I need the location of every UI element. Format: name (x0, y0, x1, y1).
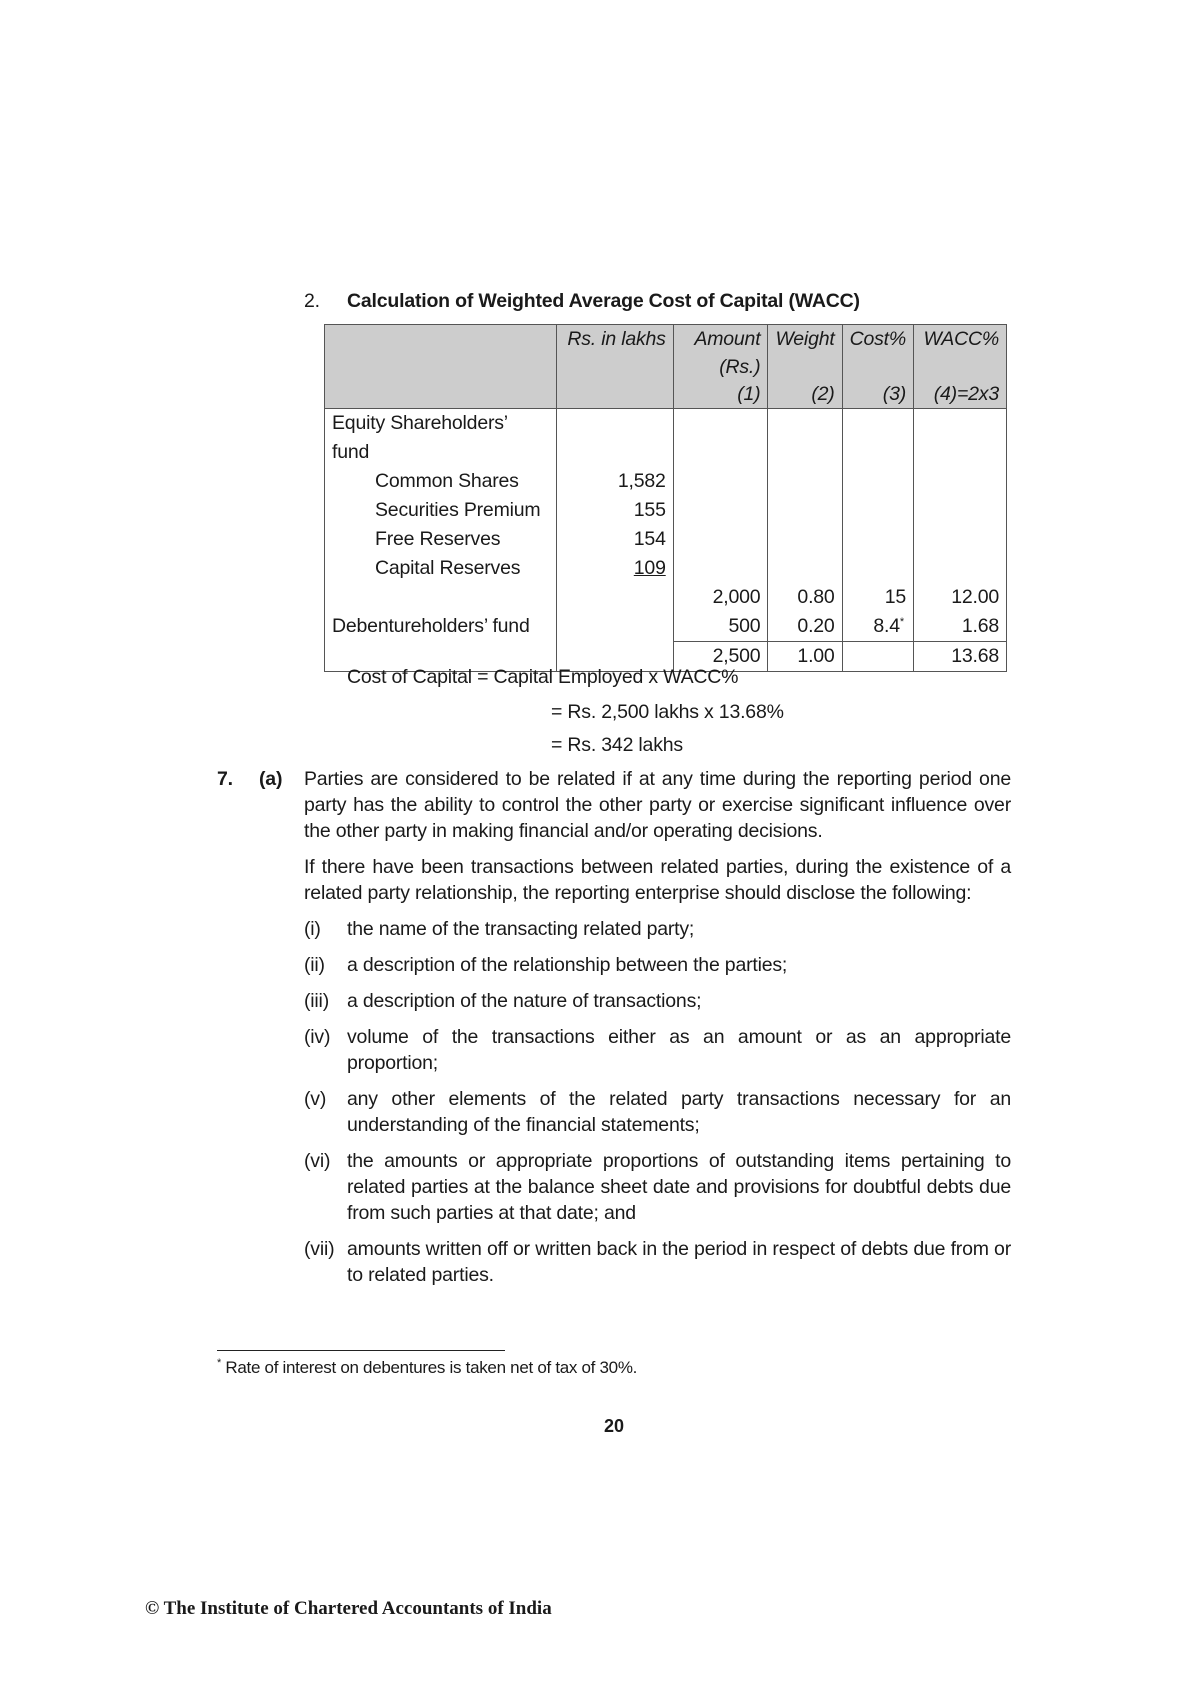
header-cost: Cost% (842, 325, 913, 355)
row-value (556, 554, 673, 583)
row-value-underlined: 109 (633, 557, 666, 579)
list-item-number: (iv) (304, 1026, 331, 1048)
table-header-row-3 (325, 380, 1007, 409)
equity-cost: 15 (842, 583, 913, 612)
equity-wacc: 12.00 (914, 583, 1007, 612)
footnote (217, 1357, 637, 1379)
row-value: 1,582 (556, 467, 673, 496)
list-item: amounts written off or written back in the period in respect of debts due from or to related parties. (347, 1238, 1011, 1286)
row-label: Capital Reserves (325, 554, 557, 583)
row-label: Common Shares (325, 467, 557, 496)
list-item-number: (vii) (304, 1238, 335, 1260)
list-item: any other elements of the related party transactions necessary for an understanding of the financial statements; (347, 1088, 1011, 1136)
header-col4: (4)=2x3 (914, 380, 1007, 409)
equity-weight: 0.80 (768, 583, 842, 612)
debenture-cost (842, 612, 913, 642)
header-col2: (2) (768, 380, 842, 409)
wacc-table (324, 324, 1007, 672)
debenture-cost-value: 8.4 (873, 615, 900, 637)
footnote-mark: * (217, 1357, 221, 1369)
equity-label: Equity Shareholders’ fund (325, 409, 557, 468)
list-item: the name of the transacting related party; (347, 918, 695, 940)
debenture-weight: 0.20 (768, 612, 842, 642)
header-amount: Amount (673, 325, 768, 355)
list-item: volume of the transactions either as an amount or as an appropriate proportion; (347, 1026, 1011, 1074)
debenture-label: Debentureholders’ fund (325, 612, 557, 642)
calc-line-1: Cost of Capital = Capital Employed x WACC% (347, 666, 739, 688)
calc-line-2: = Rs. 2,500 lakhs x 13.68% (551, 701, 784, 723)
table-header-row-2 (325, 354, 1007, 380)
list-item-number: (v) (304, 1088, 327, 1110)
table-row (325, 612, 1007, 642)
table-row (325, 554, 1007, 583)
list-item: a description of the relationship between the parties; (347, 954, 788, 976)
page-number: 20 (603, 1416, 625, 1436)
header-weight: Weight (768, 325, 842, 355)
footnote-rule (217, 1350, 505, 1351)
list-item-number: (i) (304, 918, 321, 940)
question-part: (a) (259, 768, 283, 790)
total-weight: 1.00 (768, 642, 842, 672)
header-col1: (1) (673, 380, 768, 409)
list-item-number: (iii) (304, 990, 329, 1012)
row-value: 155 (556, 496, 673, 525)
header-amount-unit: (Rs.) (673, 354, 768, 380)
section-number: 2. (304, 290, 320, 312)
q7-paragraph-2: If there have been transactions between related parties, during the existence of a related party relationship, the reporting enterprise should disclose the following: (304, 856, 1011, 904)
row-label: Securities Premium (325, 496, 557, 525)
total-amount: 2,500 (673, 642, 768, 672)
header-wacc: WACC% (914, 325, 1007, 355)
header-col3: (3) (842, 380, 913, 409)
table-header-row (325, 325, 1007, 355)
copyright: © The Institute of Chartered Accountants of India (145, 1598, 552, 1619)
table-row (325, 496, 1007, 525)
footnote-marker: * (899, 616, 905, 628)
debenture-wacc: 1.68 (914, 612, 1007, 642)
list-item-number: (vi) (304, 1150, 331, 1172)
table-row (325, 409, 1007, 468)
section-title: Calculation of Weighted Average Cost of Capital (WACC) (347, 290, 860, 312)
list-item: the amounts or appropriate proportions of outstanding items pertaining to related parties at the balance sheet date and provisions for doubtful debts due from such parties at that date; and (347, 1150, 1011, 1224)
header-blank (325, 325, 557, 355)
list-item-number: (ii) (304, 954, 325, 976)
list-item: a description of the nature of transactions; (347, 990, 702, 1012)
footnote-text: Rate of interest on debentures is taken net of tax of 30%. (225, 1358, 638, 1377)
row-value: 154 (556, 525, 673, 554)
q7-paragraph-1: Parties are considered to be related if at any time during the reporting period one party has the ability to control the other party or exercise significant influence over the other party in making financial and/or operating decisions. (304, 768, 1011, 842)
question-number: 7. (217, 768, 233, 790)
header-rs-lakhs: Rs. in lakhs (556, 325, 673, 355)
table-row (325, 467, 1007, 496)
row-label: Free Reserves (325, 525, 557, 554)
total-wacc: 13.68 (914, 642, 1007, 672)
debenture-amount: 500 (673, 612, 768, 642)
table-row (325, 583, 1007, 612)
calc-line-3: = Rs. 342 lakhs (551, 734, 683, 756)
table-row (325, 525, 1007, 554)
equity-amount: 2,000 (673, 583, 768, 612)
